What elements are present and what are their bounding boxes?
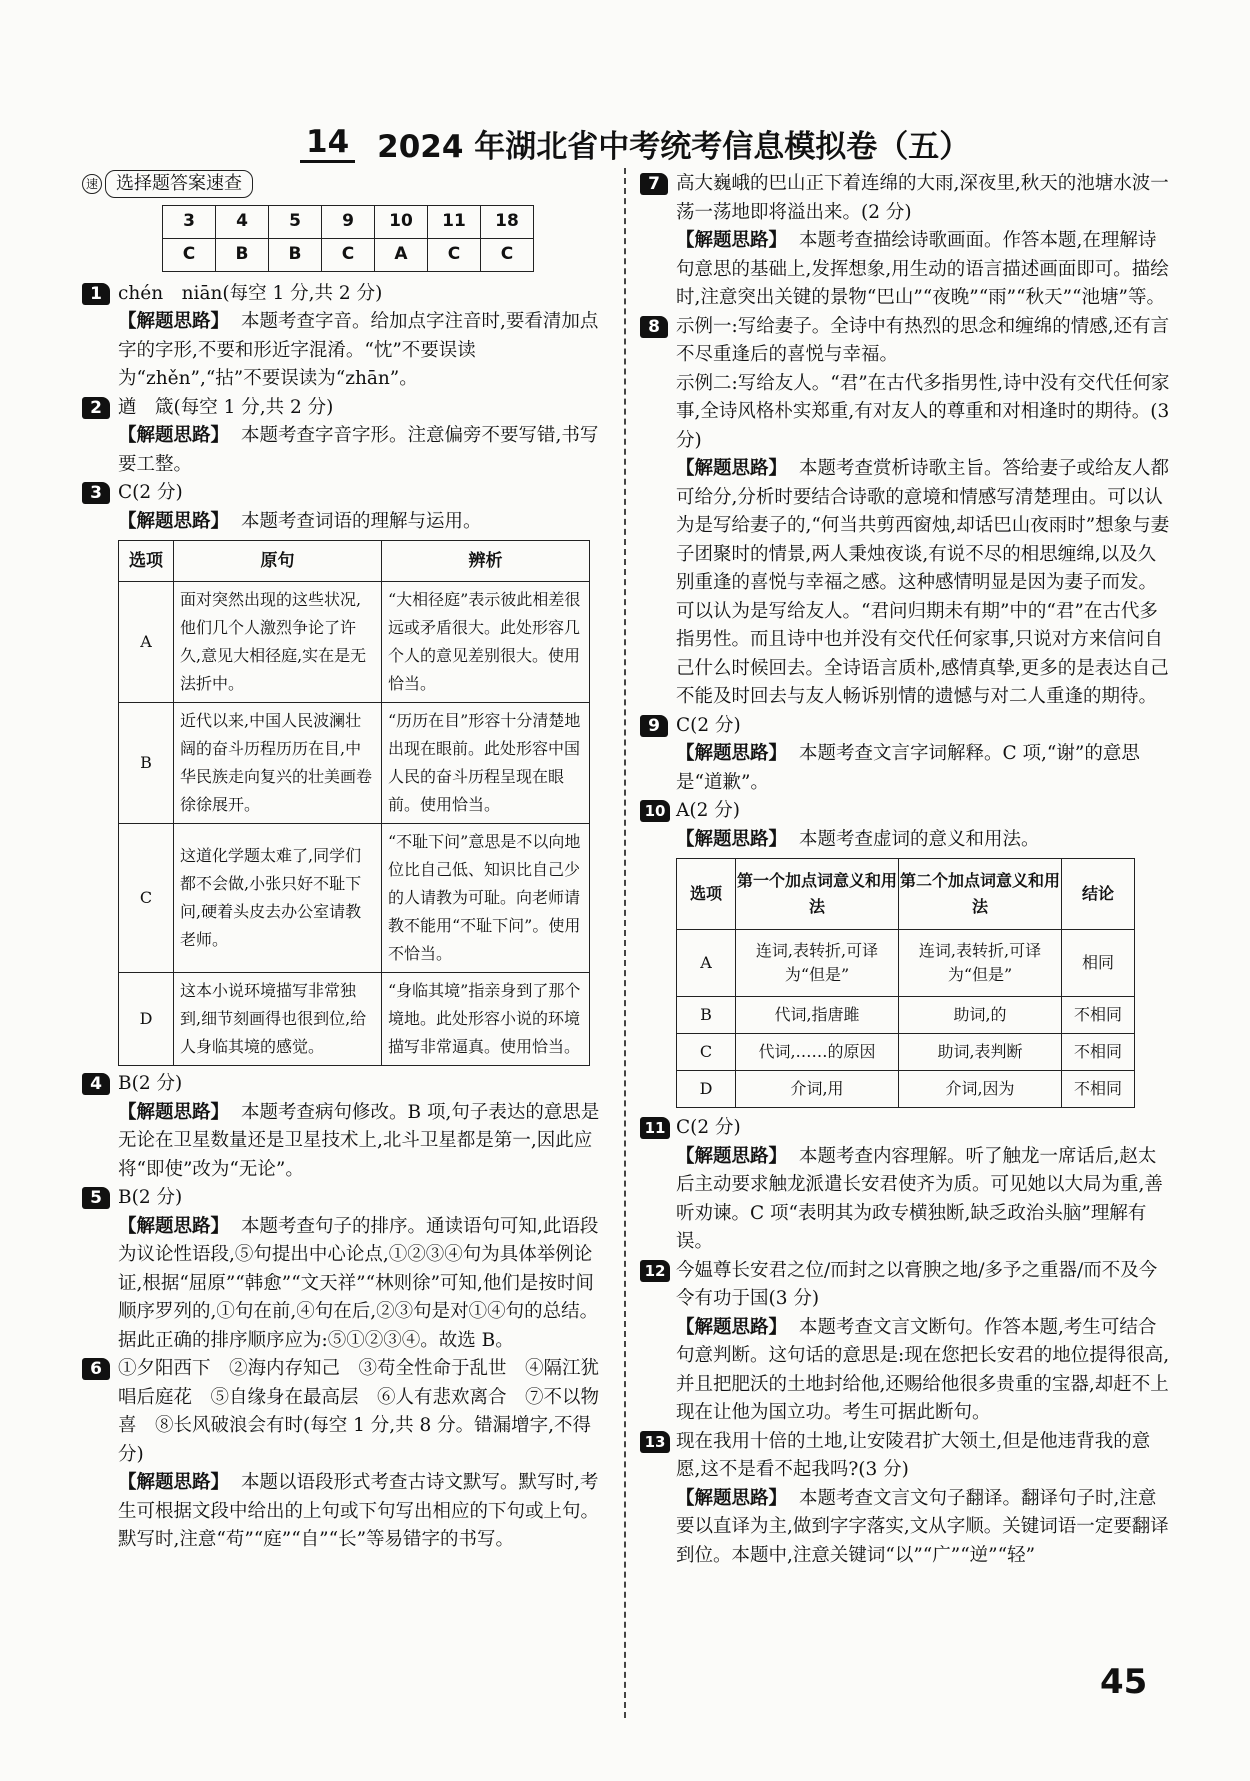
right-column bbox=[640, 170, 1170, 1570]
answer-text: 现在我用十倍的土地,让安陵君扩大领土,但是他违背我的意愿,这不是看不起我吗?(3 分) bbox=[676, 1430, 1151, 1480]
second-word-cell: 连词,表转折,可译为“但是” bbox=[899, 930, 1062, 997]
explanation-text: 本题考查文言字词解释。C 项,“谢”的意思是“道歉”。 bbox=[676, 743, 1140, 793]
explanation-6 bbox=[82, 1469, 612, 1555]
explanation-3 bbox=[82, 508, 612, 537]
answer-text: B(2 分) bbox=[118, 1187, 183, 1208]
tag-label: 【解题思路】 bbox=[676, 1487, 788, 1509]
table-header: 结论 bbox=[1062, 859, 1135, 930]
explanation-text: 本题考查句子的排序。通读语句可知,此语段为议论性语段,⑤句提出中心论点,①②③④句为具体举例论证,根据“屈原”“韩愈”“文天祥”“林则徐”可知,他们是按时间顺序罗列的,①句在前,④句在后,②③句是对①④句的总结。据此正确的排序顺序应为:⑤①②③④。故选 B。 bbox=[118, 1215, 599, 1351]
left-column bbox=[82, 170, 612, 1555]
question-number: 1 bbox=[82, 283, 110, 305]
table-header: 选项 bbox=[119, 541, 174, 582]
table-header: 辨析 bbox=[382, 541, 590, 582]
question-number: 12 bbox=[640, 1260, 670, 1282]
column-divider bbox=[624, 168, 626, 1718]
question-11 bbox=[640, 1114, 1170, 1143]
result-cell: 不相同 bbox=[1062, 1034, 1135, 1071]
option-cell: C bbox=[677, 1034, 736, 1071]
quick-check-icon: 速 bbox=[82, 174, 102, 194]
explanation-text: 本题考查文言文断句。作答本题,考生可结合句意判断。这句话的意思是:现在您把长安君的地位提得很高,并且把肥沃的土地封给他,还赐给他很多贵重的宝器,却赶不上现在让他为国立功。考生可据此断句。 bbox=[676, 1316, 1170, 1423]
answer-text: chén niān(每空 1 分,共 2 分) bbox=[118, 282, 383, 304]
answer-example-2: 示例二:写给友人。“君”在古代多指男性,诗中没有交代任何家事,全诗风格朴实郑重,有对友人的尊重和对相逢时的期待。(3 分) bbox=[676, 372, 1170, 451]
question-number: 8 bbox=[640, 316, 668, 338]
explanation-12 bbox=[640, 1314, 1170, 1428]
function-word-table bbox=[676, 858, 1135, 1108]
table-header: 选项 bbox=[677, 859, 736, 930]
question-2 bbox=[82, 394, 612, 423]
explanation-9 bbox=[640, 740, 1170, 797]
table-row bbox=[119, 824, 590, 973]
explanation-text: 本题考查字音字形。注意偏旁不要写错,书写要工整。 bbox=[118, 425, 599, 475]
analysis-cell: “历历在目”形容十分清楚地出现在眼前。此处形容中国人民的奋斗历程呈现在眼前。使用恰当。 bbox=[382, 703, 590, 824]
answer-text: C(2 分) bbox=[676, 714, 741, 736]
question-number: 3 bbox=[82, 482, 110, 504]
option-cell: D bbox=[119, 973, 174, 1066]
table-row bbox=[119, 973, 590, 1066]
tag-label: 【解题思路】 bbox=[118, 1101, 230, 1123]
table-header: 第一个加点词意义和用法 bbox=[736, 859, 899, 930]
question-12 bbox=[640, 1257, 1170, 1314]
answer-cell: C bbox=[428, 238, 481, 271]
answer-text: 示例一:写给妻子。全诗中有热烈的思念和缠绵的情感,还有言不尽重逢后的喜悦与幸福。 bbox=[676, 315, 1170, 365]
explanation-10 bbox=[640, 826, 1170, 855]
first-word-cell: 代词,指唐雎 bbox=[736, 997, 899, 1034]
explanation-text: 本题考查内容理解。听了触龙一席话后,赵太后主动要求触龙派遣长安君使齐为质。可见她以大局为重,善听劝谏。C 项“表明其为政专横独断,缺乏政治头脑”理解有误。 bbox=[676, 1145, 1163, 1252]
answer-cell: A bbox=[375, 238, 428, 271]
analysis-cell: “身临其境”指亲身到了那个境地。此处形容小说的环境描写非常逼真。使用恰当。 bbox=[382, 973, 590, 1066]
question-number: 7 bbox=[640, 173, 668, 195]
explanation-1 bbox=[82, 308, 612, 394]
option-cell: A bbox=[677, 930, 736, 997]
answer-cell: C bbox=[481, 238, 534, 271]
question-number: 4 bbox=[82, 1073, 110, 1095]
question-5 bbox=[82, 1184, 612, 1213]
question-number: 2 bbox=[82, 397, 110, 419]
qnum-cell: 4 bbox=[216, 205, 269, 238]
tag-label: 【解题思路】 bbox=[118, 510, 230, 532]
result-cell: 不相同 bbox=[1062, 1071, 1135, 1108]
tag-label: 【解题思路】 bbox=[676, 458, 788, 479]
answer-text: C(2 分) bbox=[118, 482, 183, 503]
table-header: 第二个加点词意义和用法 bbox=[899, 859, 1062, 930]
page-number: 45 bbox=[1100, 1662, 1148, 1702]
explanation-11 bbox=[640, 1143, 1170, 1257]
qnum-cell: 5 bbox=[269, 205, 322, 238]
explanation-text: 本题考查描绘诗歌画面。作答本题,在理解诗句意思的基础上,发挥想象,用生动的语言描述画面即可。描绘时,注意突出关键的景物“巴山”“夜晚”“雨”“秋天”“池塘”等。 bbox=[676, 230, 1169, 308]
table-row bbox=[119, 703, 590, 824]
question-13 bbox=[640, 1428, 1170, 1485]
option-cell: A bbox=[119, 582, 174, 703]
answer-cell: B bbox=[216, 238, 269, 271]
analysis-cell: “大相径庭”表示彼此相差很远或矛盾很大。此处形容几个人的意见差别很大。使用恰当。 bbox=[382, 582, 590, 703]
explanation-text: 本题以语段形式考查古诗文默写。默写时,考生可根据文段中给出的上句或下句写出相应的下句或上句。默写时,注意“苟”“庭”“自”“长”等易错字的书写。 bbox=[118, 1472, 600, 1550]
explanation-text: 本题考查字音。给加点字注音时,要看清加点字的字形,不要和形近字混淆。“忱”不要误读为“zhěn”,“拈”不要误读为“zhān”。 bbox=[118, 311, 599, 389]
question-10 bbox=[640, 797, 1170, 826]
quick-answer-table bbox=[162, 205, 534, 272]
original-cell: 这道化学题太难了,同学们都不会做,小张只好不耻下问,硬着头皮去办公室请教老师。 bbox=[174, 824, 382, 973]
table-row bbox=[677, 1034, 1135, 1071]
explanation-4 bbox=[82, 1099, 612, 1185]
question-4 bbox=[82, 1070, 612, 1099]
table-row bbox=[677, 997, 1135, 1034]
option-cell: B bbox=[677, 997, 736, 1034]
paper-title: 2024 年湖北省中考统考信息模拟卷（五） bbox=[377, 128, 971, 165]
question-number: 6 bbox=[82, 1358, 110, 1380]
answer-text: 高大巍峨的巴山正下着连绵的大雨,深夜里,秋天的池塘水波一荡一荡地即将溢出来。(2 分) bbox=[676, 173, 1169, 223]
explanation-13 bbox=[640, 1485, 1170, 1571]
explanation-text: 本题考查病句修改。B 项,句子表达的意思是无论在卫星数量还是卫星技术上,北斗卫星都是第一,因此应将“即使”改为“无论”。 bbox=[118, 1101, 600, 1180]
question-number: 13 bbox=[640, 1431, 670, 1453]
option-cell: B bbox=[119, 703, 174, 824]
answer-cell: C bbox=[163, 238, 216, 271]
question-1 bbox=[82, 280, 612, 309]
table-row bbox=[677, 1071, 1135, 1108]
question-3 bbox=[82, 479, 612, 508]
answer-text: B(2 分) bbox=[118, 1073, 183, 1094]
question-6 bbox=[82, 1355, 612, 1469]
qnum-cell: 18 bbox=[481, 205, 534, 238]
first-word-cell: 介词,用 bbox=[736, 1071, 899, 1108]
tag-label: 【解题思路】 bbox=[676, 230, 788, 251]
question-number: 9 bbox=[640, 715, 668, 737]
second-word-cell: 助词,表判断 bbox=[899, 1034, 1062, 1071]
option-cell: D bbox=[677, 1071, 736, 1108]
quick-answer-label: 选择题答案速查 bbox=[105, 170, 253, 198]
question-number: 11 bbox=[640, 1117, 670, 1139]
page-title bbox=[300, 118, 1060, 168]
table-row bbox=[119, 582, 590, 703]
question-8 bbox=[640, 313, 1170, 370]
answer-text: A(2 分) bbox=[676, 800, 740, 821]
second-word-cell: 助词,的 bbox=[899, 997, 1062, 1034]
question-9 bbox=[640, 712, 1170, 741]
table-row bbox=[677, 930, 1135, 997]
answer-text: ①夕阳西下 ②海内存知己 ③苟全性命于乱世 ④隔江犹唱后庭花 ⑤自缘身在最高层 ⑥人有悲欢离合 ⑦不以物喜 ⑧长风破浪会有时(每空 1 分,共 8 分。错漏增字,不得分) bbox=[118, 1358, 600, 1465]
result-cell: 不相同 bbox=[1062, 997, 1135, 1034]
answer-text: 今媪尊长安君之位/而封之以膏腴之地/多予之重器/而不及今令有功于国(3 分) bbox=[676, 1259, 1158, 1309]
result-cell: 相同 bbox=[1062, 930, 1135, 997]
word-usage-table bbox=[118, 540, 590, 1066]
paper-number: 14 bbox=[300, 124, 355, 163]
tag-label: 【解题思路】 bbox=[118, 1215, 230, 1237]
answer-text: C(2 分) bbox=[676, 1117, 741, 1138]
tag-label: 【解题思路】 bbox=[118, 425, 230, 446]
question-7 bbox=[640, 170, 1170, 227]
answer-cell: C bbox=[322, 238, 375, 271]
explanation-text: 本题考查赏析诗歌主旨。答给妻子或给友人都可给分,分析时要结合诗歌的意境和情感写清楚理由。可以认为是写给妻子的,“何当共剪西窗烛,却话巴山夜雨时”想象与妻子团聚时的情景,两人秉烛夜谈,有说不尽的相思缠绵,以及久别重逢的喜悦与幸福之感。这种感情明显是因为妻子而发。可以认为是写给友人。“君问归期未有期”中的“君”在古代多指男性。而且诗中也并没有交代任何家事,只说对方来信问自己什么时候回去。全诗语言质朴,感情真挚,更多的是表达自己不能及时回去与友人畅诉别情的遗憾与对二人重逢的期待。 bbox=[676, 458, 1170, 707]
answer-cell: B bbox=[269, 238, 322, 271]
explanation-7 bbox=[640, 227, 1170, 313]
option-cell: C bbox=[119, 824, 174, 973]
question-number: 10 bbox=[640, 800, 670, 822]
explanation-5 bbox=[82, 1213, 612, 1356]
qnum-cell: 3 bbox=[163, 205, 216, 238]
qnum-cell: 11 bbox=[428, 205, 481, 238]
first-word-cell: 连词,表转折,可译为“但是” bbox=[736, 930, 899, 997]
explanation-2 bbox=[82, 422, 612, 479]
tag-label: 【解题思路】 bbox=[118, 311, 230, 332]
original-cell: 这本小说环境描写非常独到,细节刻画得也很到位,给人身临其境的感觉。 bbox=[174, 973, 382, 1066]
explanation-text: 本题考查虚词的意义和用法。 bbox=[799, 828, 1040, 850]
tag-label: 【解题思路】 bbox=[676, 1145, 788, 1167]
first-word-cell: 代词,……的原因 bbox=[736, 1034, 899, 1071]
question-number: 5 bbox=[82, 1187, 110, 1209]
second-word-cell: 介词,因为 bbox=[899, 1071, 1062, 1108]
tag-label: 【解题思路】 bbox=[676, 1316, 788, 1338]
explanation-text: 本题考查文言文句子翻译。翻译句子时,注意要以直译为主,做到字字落实,文从字顺。关键词语一定要翻译到位。本题中,注意关键词“以”“广”“逆”“轻” bbox=[676, 1487, 1169, 1566]
qnum-cell: 10 bbox=[375, 205, 428, 238]
tag-label: 【解题思路】 bbox=[676, 828, 788, 850]
answer-text: 遒 箴(每空 1 分,共 2 分) bbox=[118, 396, 334, 418]
tag-label: 【解题思路】 bbox=[118, 1472, 230, 1493]
table-header: 原句 bbox=[174, 541, 382, 582]
original-cell: 面对突然出现的这些状况,他们几个人激烈争论了许久,意见大相径庭,实在是无法折中。 bbox=[174, 582, 382, 703]
explanation-8 bbox=[640, 455, 1170, 712]
original-cell: 近代以来,中国人民波澜壮阔的奋斗历程历历在目,中华民族走向复兴的壮美画卷徐徐展开。 bbox=[174, 703, 382, 824]
qnum-cell: 9 bbox=[322, 205, 375, 238]
tag-label: 【解题思路】 bbox=[676, 743, 788, 764]
explanation-text: 本题考查词语的理解与运用。 bbox=[241, 510, 482, 532]
analysis-cell: “不耻下问”意思是不以向地位比自己低、知识比自己少的人请教为可耻。向老师请教不能用“不耻下问”。使用不恰当。 bbox=[382, 824, 590, 973]
